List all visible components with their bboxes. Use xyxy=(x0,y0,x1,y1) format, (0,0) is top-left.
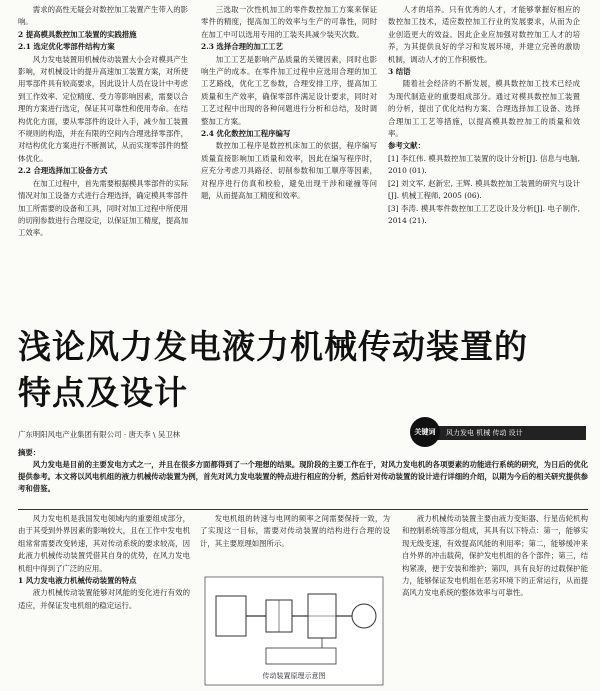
title-line-2: 特点及设计 xyxy=(18,373,188,412)
lower-column-1 xyxy=(18,513,190,689)
title-line-1: 浅论风力发电液力机械传动装置的 xyxy=(18,327,528,366)
article-title xyxy=(18,324,588,416)
section-heading: 3 结语 xyxy=(388,67,411,77)
upper-column-3 xyxy=(388,4,580,310)
upper-column-2 xyxy=(201,4,377,310)
paragraph: 发电机组的转速与电网的频率之间需要保持一致，为了实现这一目标，需要对传动装置的结构进行合理的设计，其主要原理如图所示。 xyxy=(200,514,390,548)
keyword-badge: 关键词 xyxy=(410,417,440,447)
paragraph: 人才的培养。只有优秀的人才，才能够掌握好相应的数控加工技术，适应数控加工行业的发展要求，从而为企业创造更大的效益。因此企业应加强对数控加工人才的培养，为其提供良好的学习和发展环境，并建立完善的激励机制，调动人才的工作积极性。 xyxy=(388,5,580,64)
section-divider xyxy=(18,509,588,510)
section-heading: 2 提高模具数控加工装置的实践措施 xyxy=(18,29,137,39)
figure-frame xyxy=(205,577,383,685)
keyword-bar xyxy=(410,425,586,441)
paragraph: 风力发电装置用机械传动装置大小会对模具产生影响，对机械设计的提升高速加工装置方案，对所使用零部件具有较高要求，因此设计人员在设计中考虑到工作效率、定位精度、受力等影响因素，需要以合理的方案进行选定，保证其可靠性和使用寿命。在结构优化方面，要从零部件的设计入手，减少加工装置不规则的构造，并在有限的空间内合理选择零部件，对结构优化方案进行不断测试，从而实现零部件的整体优化。 xyxy=(18,54,188,163)
paragraph: 在加工过程中，首先需要根据模具零部件的实际情况对加工设备方式进行合理选择，确定模具零部件加工所需要的设备和工具，同时对加工过程中所使用的切削参数进行合理设定，以保证加工精度，提高加工效率。 xyxy=(18,178,188,238)
transmission-diagram xyxy=(204,576,384,686)
paragraph: 液力机械传动装置主要由液力变矩器、行星齿轮机构和控制系统等部分组成，其具有以下特点：第一，能够实现无级变速，有效提高风能的利用率；第二，能够缓冲来自外界的冲击载荷，保护发电机组的各个部件；第三，结构紧凑，便于安装和维护；第四，具有良好的过载保护能力，能够保证发电机组在恶劣环境下的正常运行，从而提高风力发电系统的整体效率与可靠性。 xyxy=(402,514,588,598)
reference-item: [2] 刘文军, 赵新宏, 王辉. 模具数控加工装置的研究与设计[J]. 机械工程师, 2005 (06). xyxy=(388,178,580,201)
figure-label: 传动装置原理示意图 xyxy=(262,672,326,680)
paragraph: 三选取一次性机加工的零件数控加工方案来保证零件的精度，提高加工的效率与生产的可靠性，同时在加工中可以选用专用的工装夹具减少装夹次数。 xyxy=(201,5,377,39)
paragraph: 随着社会经济的不断发展，模具数控加工技术已经成为现代制造业的重要组成部分。通过对模具数控加工装置的分析，提出了优化结构方案、合理选择加工设备、选择合理加工工艺等措施，以提高模具数控加工的质量和效率。 xyxy=(388,79,580,139)
lower-column-2 xyxy=(200,513,390,573)
section-heading: 1 风力发电液力机械传动装置的特点 xyxy=(18,576,137,586)
author-line: 广东明阳风电产业集团有限公司 · 唐天李 \ 吴卫林 xyxy=(18,430,181,439)
section-heading: 2.2 合理选择加工设备方式 xyxy=(18,166,108,176)
paragraph: 数控加工程序是数控机床加工的依据，程序编写质量直接影响加工质量和效率，因此在编写程序时，应充分考虑刀具路径、切削参数和加工顺序等因素，对程序进行仿真和校验，避免出现干涉和碰撞等问题，从而提高加工精度和效率。 xyxy=(201,141,377,201)
section-heading: 2.4 优化数控加工程序编写 xyxy=(201,129,291,139)
reference-item: [3] 李涛. 模具零件数控加工工艺设计及分析[J]. 电子制作, 2014 (21). xyxy=(388,203,580,225)
abstract-text: 风力发电是目前的主要发电方式之一，并且在很多方面都得到了一个理想的结果。现阶段的主要工作在于，对风力发电机的各项要素的功能进行系统的研究，为日后的优化提供参考。本文将以风电机组的液力机械传动装置为例，首先对风力发电装置的特点进行相应的分析，然后针对传动装置的设计进行详细的介绍，以期为今后的相关研究提供参考和借鉴。 xyxy=(18,460,588,493)
upper-column-1 xyxy=(18,4,188,310)
paragraph: 需求的高性无疑会对数控加工装置产生带入的影响。 xyxy=(18,5,188,27)
section-heading: 2.3 选择合理的加工工艺 xyxy=(201,42,283,52)
section-heading: 参考文献： xyxy=(388,141,425,151)
keyword-list: 风力发电 机械 传动 设计 xyxy=(434,426,586,440)
section-heading: 2.1 选定优化零部件结构方案 xyxy=(18,42,115,52)
lower-column-3 xyxy=(402,513,588,689)
paragraph: 风力发电机是我国发电领域内的重要组成部分，由于其受到外界因素的影响较大，且在工作中发电机组常常需要改变转速，其对传动系统的要求较高，因此液力机械传动装置凭借其自身的优势，在风力发电机组中得到了广泛的应用。 xyxy=(18,514,190,573)
abstract xyxy=(18,447,588,495)
paragraph: 液力机械传动装置能够对风能的变化进行有效的适应，并保证发电机组的稳定运行。 xyxy=(18,588,190,610)
reference-item: [1] 李红伟. 模具数控加工装置的设计分析[J]. 信息与电脑, 2010 (01). xyxy=(388,153,580,176)
abstract-label: 摘要： xyxy=(18,448,41,457)
paragraph: 加工工艺是影响产品质量的关键因素，同时也影响生产的成本。在零件加工过程中应选用合理的加工工艺路线，优化工艺参数，合理安排工序，提高加工质量和生产效率，确保零部件满足设计要求，同时对工艺过程中出现的各种问题进行分析和总结，及时调整加工方案。 xyxy=(201,54,377,126)
